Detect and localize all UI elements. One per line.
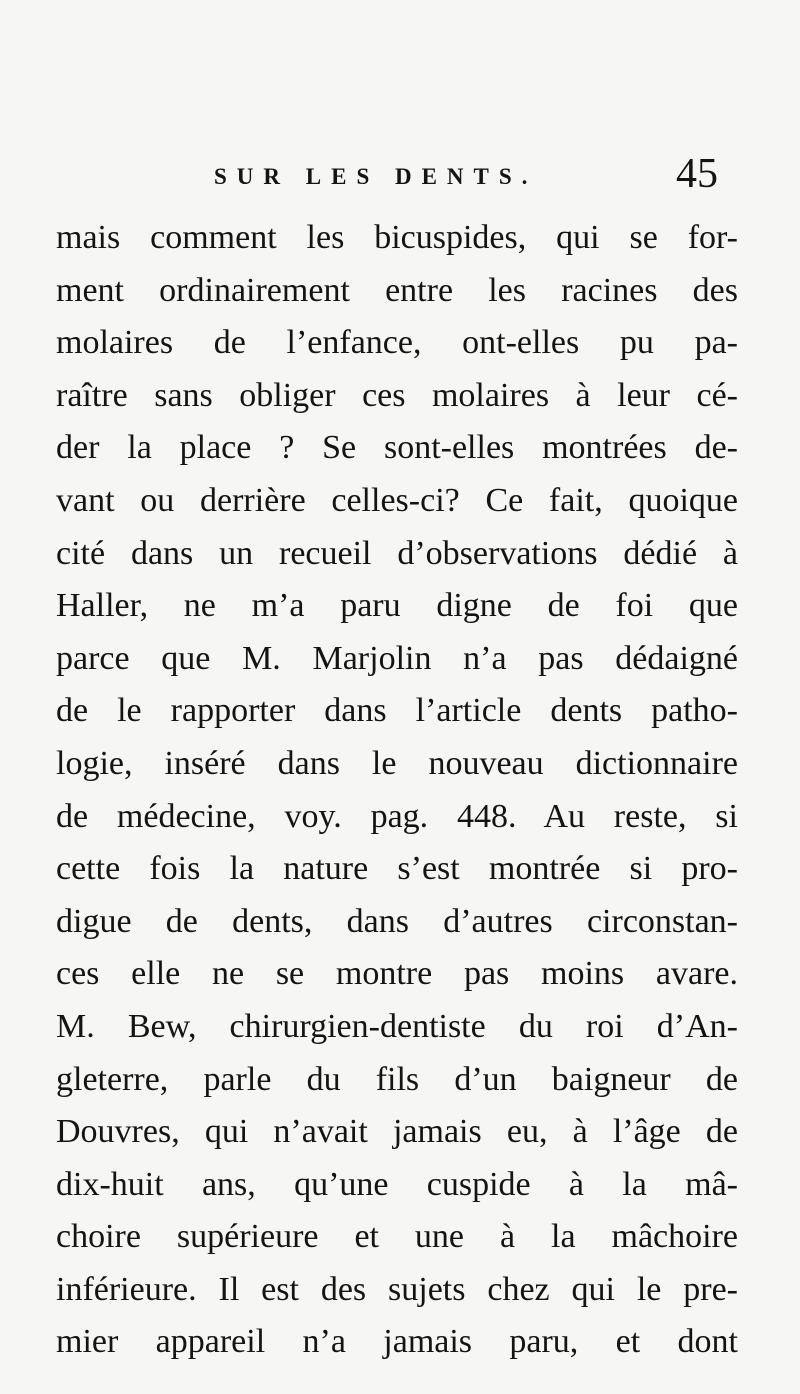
text-line: molaires de l’enfance, ont-elles pu pa- (56, 324, 738, 362)
text-line: raître sans obliger ces molaires à leur cé- (56, 376, 738, 414)
text-line: cité dans un recueil d’observations dédié à (56, 534, 738, 572)
text-line: vant ou derrière celles-ci? Ce fait, quoique (56, 481, 738, 519)
text-line: der la place ? Se sont-elles montrées de- (56, 429, 738, 467)
text-line: choire supérieure et une à la mâchoire (56, 1218, 738, 1256)
page-header (0, 150, 800, 210)
body-text (56, 212, 738, 1369)
text-line: inférieure. Il est des sujets chez qui le pre- (56, 1270, 738, 1308)
text-line: de le rapporter dans l’article dents patho- (56, 692, 738, 730)
text-line: Douvres, qui n’avait jamais eu, à l’âge de (56, 1113, 738, 1151)
text-line: logie, inséré dans le nouveau dictionnaire (56, 744, 738, 782)
running-title: SUR LES DENTS. (214, 164, 538, 189)
text-line: M. Bew, chirurgien-dentiste du roi d’An- (56, 1007, 738, 1045)
text-line: ces elle ne se montre pas moins avare. (56, 955, 738, 993)
text-line: parce que M. Marjolin n’a pas dédaigné (56, 639, 738, 677)
text-line: gleterre, parle du fils d’un baigneur de (56, 1060, 738, 1098)
text-line: de médecine, voy. pag. 448. Au reste, si (56, 797, 738, 835)
page-number: 45 (676, 151, 718, 197)
text-line: mier appareil n’a jamais paru, et dont (56, 1323, 738, 1361)
text-line: digue de dents, dans d’autres circonstan- (56, 902, 738, 940)
text-line: dix-huit ans, qu’une cuspide à la mâ- (56, 1165, 738, 1203)
text-line: mais comment les bicuspides, qui se for- (56, 219, 738, 256)
text-line: Haller, ne m’a paru digne de foi que (56, 587, 738, 625)
text-line: cette fois la nature s’est montrée si pro- (56, 850, 738, 888)
text-line: ment ordinairement entre les racines des (56, 271, 738, 309)
